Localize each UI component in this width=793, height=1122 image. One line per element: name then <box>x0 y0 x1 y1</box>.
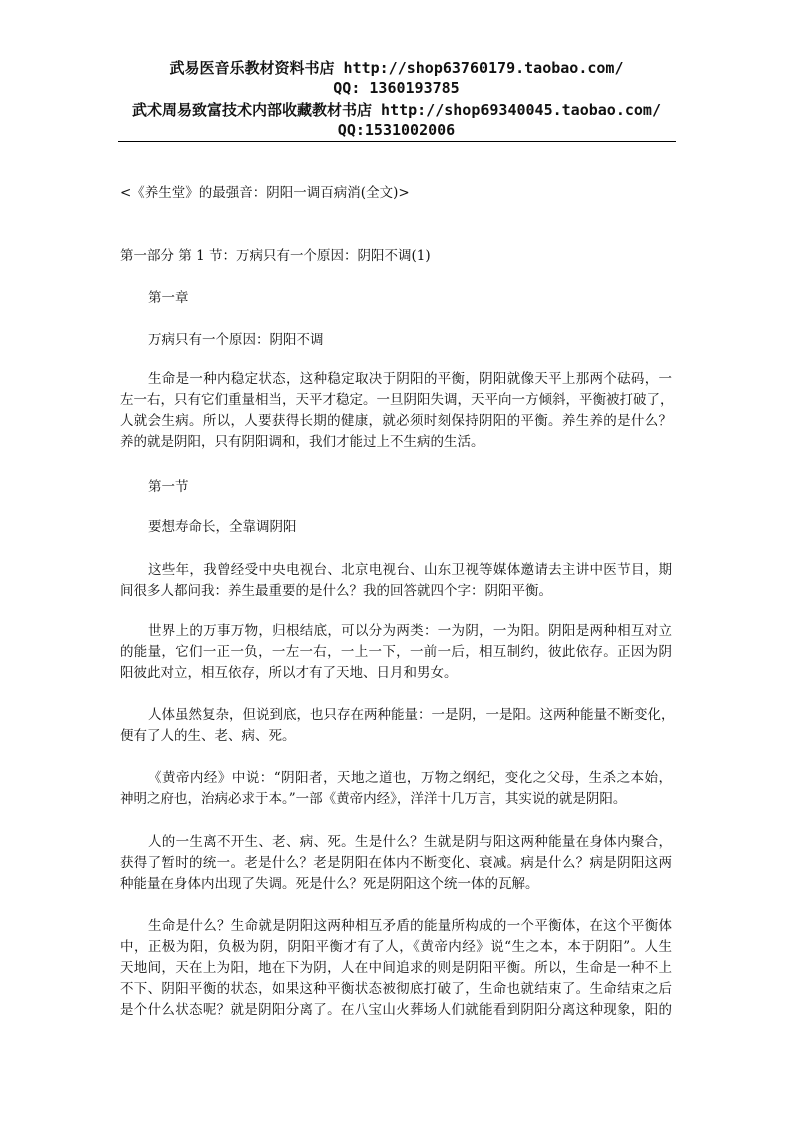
chapter-title: 万病只有一个原因：阴阳不调 <box>148 332 324 348</box>
header-line-3: 武术周易致富技术内部收藏教材书店 http://shop69340045.taobao.com/ <box>132 101 661 119</box>
paragraph-line: 左一右，只有它们重量相当，天平才稳定。一旦阴阳失调，天平向一方倾斜，平衡被打破了， <box>120 392 674 408</box>
paragraph-line: 生命是什么？生命就是阴阳这两种相互矛盾的能量所构成的一个平衡体，在这个平衡体 <box>148 918 672 934</box>
paragraph-line: 间很多人都问我：养生最重要的是什么？我的回答就四个字：阴阳平衡。 <box>120 583 552 599</box>
paragraph-line: 中，正极为阳，负极为阴，阴阳平衡才有了人，《黄帝内经》说“生之本，本于阴阳”。人生 <box>120 939 672 955</box>
paragraph-line: 世界上的万事万物，归根结底，可以分为两类：一为阴，一为阳。阴阳是两种相互对立 <box>148 623 672 639</box>
header-divider <box>118 141 676 142</box>
paragraph <box>120 832 672 895</box>
paragraph-line: 阳彼此对立，相互依存，所以才有了天地、日月和男女。 <box>120 665 458 681</box>
section-heading: 第一部分 第 1 节：万病只有一个原因：阴阳不调(1) <box>120 248 431 264</box>
paragraph-line: 人的一生离不开生、老、病、死。生是什么？生就是阴与阳这两种能量在身体内聚合， <box>148 834 672 850</box>
paragraph-line: 种能量在身体内出现了失调。死是什么？死是阴阳这个统一体的瓦解。 <box>120 876 539 892</box>
section2-title: 要想寿命长，全靠调阴阳 <box>148 519 297 535</box>
paragraph-line: 神明之府也，治病必求于本。”一部《黄帝内经》，洋洋十几万言，其实说的就是阴阳。 <box>120 791 627 807</box>
paragraph-line: 人就会生病。所以，人要获得长期的健康，就必须时刻保持阴阳的平衡。养生养的是什么？ <box>120 413 672 429</box>
paragraph <box>120 621 672 684</box>
header-line-1: 武易医音乐教材资料书店 http://shop63760179.taobao.com/ <box>169 59 624 77</box>
paragraph-line: 这些年，我曾经受中央电视台、北京电视台、山东卫视等媒体邀请去主讲中医节目，期 <box>148 562 672 578</box>
paragraph-line: 不下、阴阳平衡的状态，如果这种平衡状态被彻底打破了，生命也就结束了。生命结束之后 <box>120 981 672 997</box>
chapter-heading: 第一章 <box>148 290 189 306</box>
paragraph <box>120 916 672 1021</box>
header-line-2: QQ: 1360193785 <box>333 79 460 97</box>
section2-heading: 第一节 <box>148 479 189 495</box>
paragraph <box>120 369 672 453</box>
document-title: <《养生堂》的最强音：阴阳一调百病消(全文)> <box>120 185 410 201</box>
paragraph-line: 养的就是阴阳，只有阴阳调和，我们才能过上不生病的生活。 <box>120 434 485 450</box>
paragraph <box>120 705 675 747</box>
paragraph-line: 便有了人的生、老、病、死。 <box>120 728 296 744</box>
header-line-4: QQ:1531002006 <box>337 121 456 139</box>
paragraph-line: 是个什么状态呢？就是阴阳分离了。在八宝山火葬场人们就能看到阴阳分离这种现象，阳的 <box>120 1002 672 1018</box>
paragraph-line: 人体虽然复杂，但说到底，也只存在两种能量：一是阴，一是阳。这两种能量不断变化， <box>148 707 675 723</box>
paragraph-line: 获得了暂时的统一。老是什么？老是阴阳在体内不断变化、衰减。病是什么？病是阴阳这两 <box>120 855 672 871</box>
paragraph-line: 天地间，天在上为阳，地在下为阴，人在中间追求的则是阴阳平衡。所以，生命是一种不上 <box>120 960 672 976</box>
paragraph-line: 的能量，它们一正一负，一左一右，一上一下，一前一后，相互制约，彼此依存。正因为阴 <box>120 644 672 660</box>
paragraph <box>120 768 672 810</box>
paragraph <box>120 560 672 602</box>
paragraph-line: 《黄帝内经》中说：“阴阳者，天地之道也，万物之纲纪，变化之父母，生杀之本始， <box>148 770 672 786</box>
paragraph-line: 生命是一种内稳定状态，这种稳定取决于阴阳的平衡，阴阳就像天平上那两个砝码，一 <box>148 371 672 387</box>
